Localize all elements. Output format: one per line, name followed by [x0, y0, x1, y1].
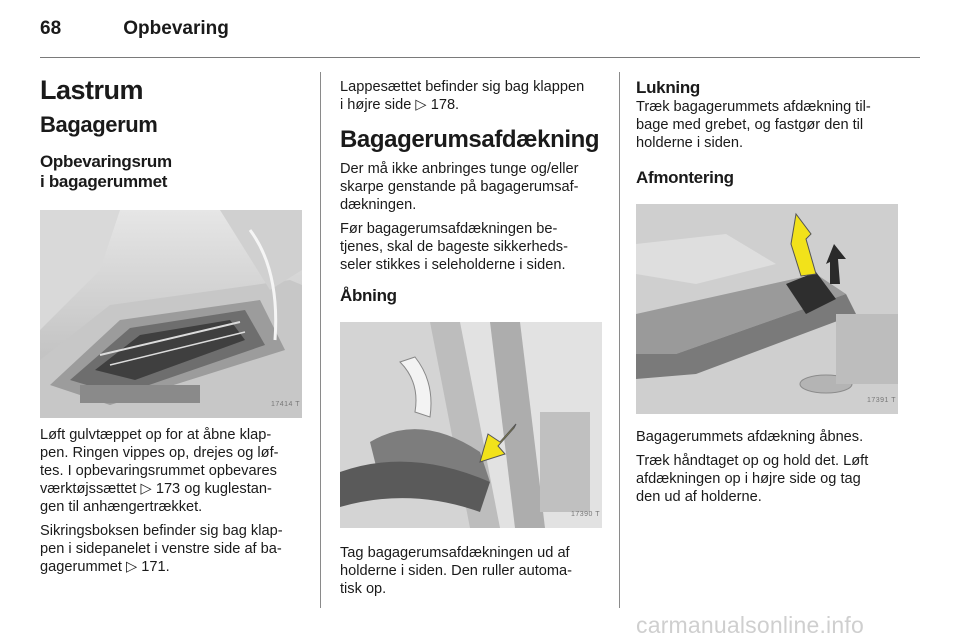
paragraph: Der må ikke anbringes tunge og/eller skarpe genstande på bagagerumsaf- dækningen.: [340, 161, 579, 213]
column-1: [40, 72, 308, 582]
paragraph: Løft gulvtæppet op for at åbne klap- pen. Ringen vippes op, drejes og løf- tes. I opbevaringsrummet opbevares værktøjssættet ▷ 173 og kuglestan- gen til anhængertrækket.: [40, 427, 279, 515]
paragraph: Lappesættet befinder sig bag klappen i højre side ▷ 178.: [340, 79, 585, 113]
figure-label: 17414 T: [270, 401, 300, 408]
paragraph: Tag bagagerumsafdækningen ud af holderne i siden. Den ruller automa- tisk op.: [340, 545, 573, 597]
paragraph: Træk håndtaget op og hold det. Løft afdækningen op i højre side og tag den ud af holderne.: [636, 453, 869, 505]
column-divider-1: [320, 72, 321, 608]
subsection-heading: Opbevaringsrum i bagagerummet: [40, 152, 172, 191]
paragraph: Bagagerummets afdækning åbnes.: [636, 429, 864, 445]
paragraph: Før bagagerumsafdækningen be- tjenes, skal de bageste sikkerheds- seler stikkes i seleholderne i siden.: [340, 221, 568, 273]
section-heading: Bagagerum: [40, 112, 158, 137]
section-title: Opbevaring: [123, 18, 229, 39]
column-3: [636, 72, 904, 512]
cover-removal-illustration: [636, 204, 898, 414]
column-divider-2: [619, 72, 620, 608]
subsection-heading: Afmontering: [636, 168, 734, 187]
figure-label: 17390 T: [570, 511, 600, 518]
paragraph: Sikringsboksen befinder sig bag klap- pen i sidepanelet i venstre side af ba- gagerummet ▷ 171.: [40, 523, 283, 575]
page-number: 68: [40, 18, 62, 39]
chapter-title: Lastrum: [40, 75, 144, 105]
page-header: [40, 18, 229, 40]
subsection-heading: Åbning: [340, 286, 397, 305]
figure-label: 17391 T: [866, 397, 896, 404]
cover-opening-illustration: [340, 322, 602, 528]
paragraph: Træk bagagerummets afdækning til- bage med grebet, og fastgør den til holderne i siden.: [636, 99, 871, 151]
watermark: carmanualsonline.info: [636, 612, 864, 638]
section-heading: Bagagerumsafdækning: [340, 126, 600, 153]
section-heading: Lukning: [636, 78, 700, 97]
header-rule: [40, 57, 920, 58]
column-2: [340, 72, 608, 604]
storage-compartment-illustration: [40, 210, 302, 418]
